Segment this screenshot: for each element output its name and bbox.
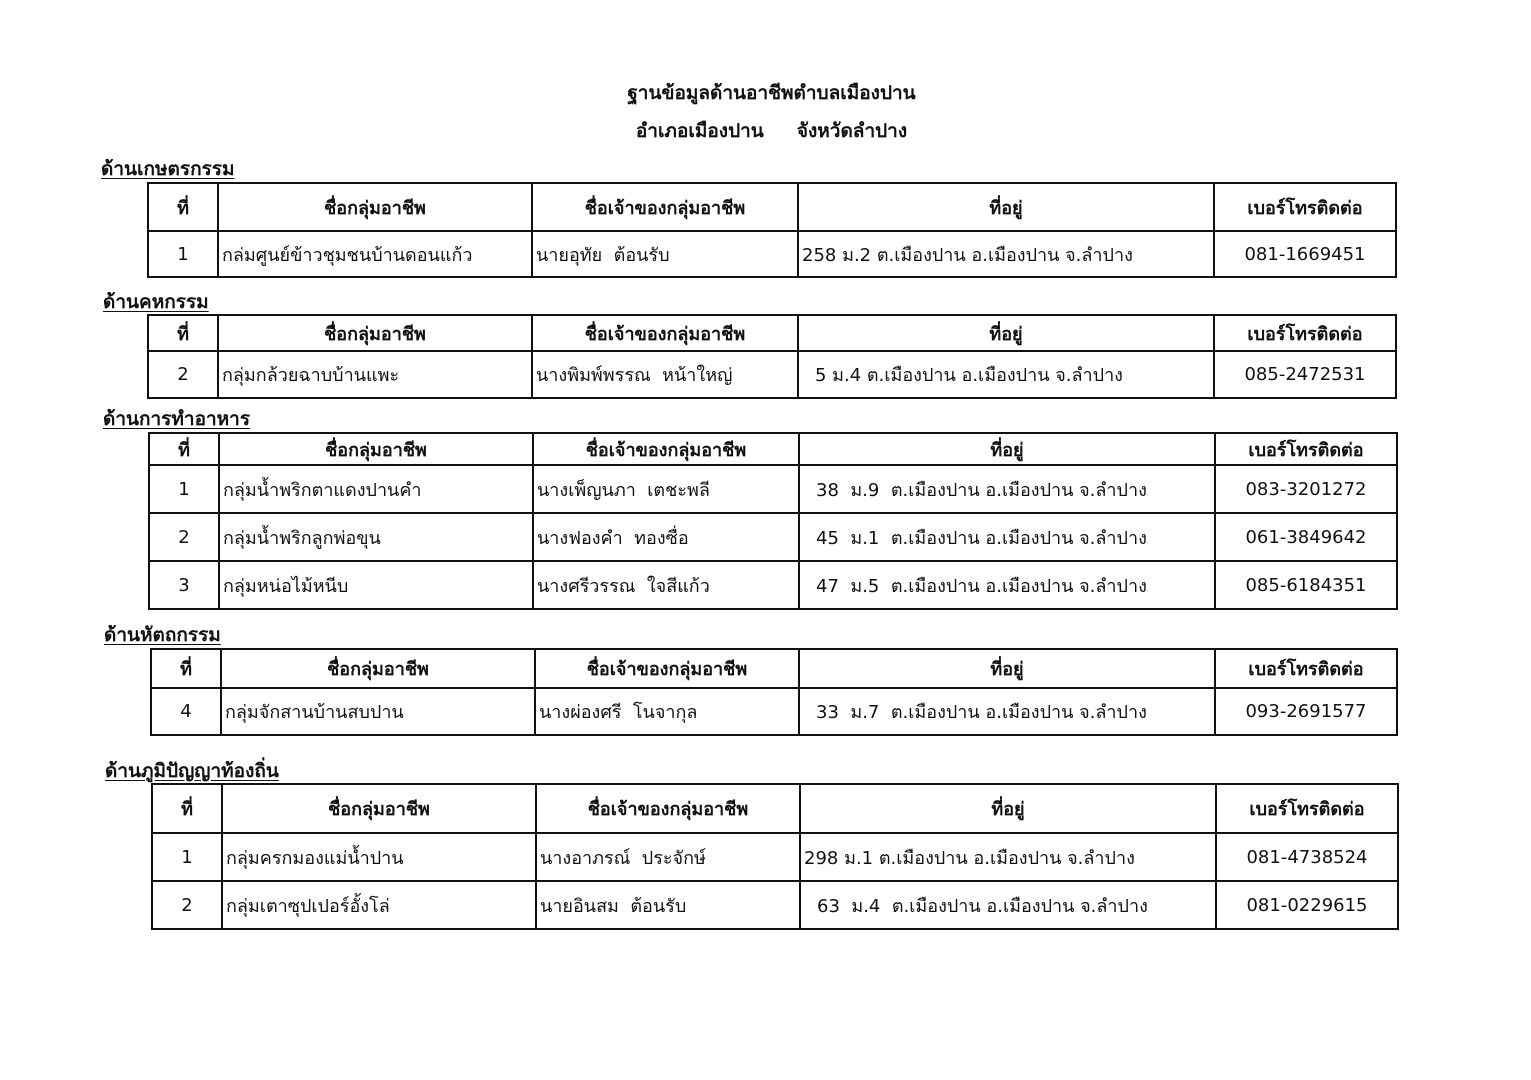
cell-no: 2 bbox=[152, 881, 222, 929]
header-no: ที่ bbox=[151, 649, 221, 688]
header-phone: เบอร์โทรติดต่อ bbox=[1214, 183, 1396, 231]
header-group-name: ชื่อกลุ่มอาชีพ bbox=[219, 433, 533, 465]
header-address: ที่อยู่ bbox=[800, 784, 1216, 833]
header-no: ที่ bbox=[148, 315, 218, 351]
header-address: ที่อยู่ bbox=[799, 433, 1215, 465]
cell-group-name: กลุ่มจักสานบ้านสบปาน bbox=[221, 688, 535, 735]
header-phone: เบอร์โทรติดต่อ bbox=[1215, 433, 1397, 465]
cell-group-name: กลุ่มครกมองแม่น้ำปาน bbox=[222, 833, 536, 881]
header-address: ที่อยู่ bbox=[798, 183, 1214, 231]
section-heading-home-economics: ด้านคหกรรม bbox=[103, 291, 209, 313]
section-heading-local-wisdom: ด้านภูมิปัญญาท้องถิ่น bbox=[105, 760, 279, 782]
header-owner-name: ชื่อเจ้าของกลุ่มอาชีพ bbox=[533, 433, 799, 465]
cell-phone: 081-4738524 bbox=[1216, 833, 1398, 881]
cell-owner-name: นางฟองคำ ทองซื่อ bbox=[533, 513, 799, 561]
header-group-name: ชื่อกลุ่มอาชีพ bbox=[218, 315, 532, 351]
cell-no: 1 bbox=[152, 833, 222, 881]
local-wisdom-table bbox=[151, 783, 1399, 930]
cell-owner-name: นางอาภรณ์ ประจักษ์ bbox=[536, 833, 800, 881]
table-row bbox=[149, 561, 1397, 609]
cell-owner-name: นางศรีวรรณ ใจสีแก้ว bbox=[533, 561, 799, 609]
cell-group-name: กลุ่มน้ำพริกตาแดงปานคำ bbox=[219, 465, 533, 513]
document-title-line1: ฐานข้อมูลด้านอาชีพตำบลเมืองปาน bbox=[627, 82, 916, 104]
cell-no: 1 bbox=[149, 465, 219, 513]
table-row bbox=[149, 513, 1397, 561]
header-owner-name: ชื่อเจ้าของกลุ่มอาชีพ bbox=[536, 784, 800, 833]
cell-group-name: กลุ่มหน่อไม้หนีบ bbox=[219, 561, 533, 609]
table-row bbox=[152, 881, 1398, 929]
cell-address: 38 ม.9 ต.เมืองปาน อ.เมืองปาน จ.ลำปาง bbox=[799, 465, 1215, 513]
cell-no: 4 bbox=[151, 688, 221, 735]
header-phone: เบอร์โทรติดต่อ bbox=[1216, 784, 1398, 833]
header-owner-name: ชื่อเจ้าของกลุ่มอาชีพ bbox=[532, 315, 798, 351]
cell-phone: 085-2472531 bbox=[1214, 351, 1396, 398]
header-owner-name: ชื่อเจ้าของกลุ่มอาชีพ bbox=[532, 183, 798, 231]
cell-group-name: กลุ่มกล้วยฉาบบ้านแพะ bbox=[218, 351, 532, 398]
cell-phone: 061-3849642 bbox=[1215, 513, 1397, 561]
table-row bbox=[151, 688, 1397, 735]
cell-group-name: กล่มศูนย์ข้าวชุมชนบ้านดอนแก้ว bbox=[218, 231, 532, 277]
cell-address: 33 ม.7 ต.เมืองปาน อ.เมืองปาน จ.ลำปาง bbox=[799, 688, 1215, 735]
cell-no: 2 bbox=[149, 513, 219, 561]
header-group-name: ชื่อกลุ่มอาชีพ bbox=[222, 784, 536, 833]
header-group-name: ชื่อกลุ่มอาชีพ bbox=[221, 649, 535, 688]
handicraft-table bbox=[150, 648, 1398, 736]
document-title-line2: อำเภอเมืองปาน จังหวัดลำปาง bbox=[635, 120, 908, 142]
table-header-row bbox=[152, 784, 1398, 833]
cell-address: 298 ม.1 ต.เมืองปาน อ.เมืองปาน จ.ลำปาง bbox=[800, 833, 1216, 881]
cell-phone: 093-2691577 bbox=[1215, 688, 1397, 735]
table-row bbox=[152, 833, 1398, 881]
cell-address: 258 ม.2 ต.เมืองปาน อ.เมืองปาน จ.ลำปาง bbox=[798, 231, 1214, 277]
cell-no: 2 bbox=[148, 351, 218, 398]
cooking-table bbox=[148, 432, 1398, 610]
cell-address: 63 ม.4 ต.เมืองปาน อ.เมืองปาน จ.ลำปาง bbox=[800, 881, 1216, 929]
cell-phone: 083-3201272 bbox=[1215, 465, 1397, 513]
header-no: ที่ bbox=[149, 433, 219, 465]
table-row bbox=[149, 465, 1397, 513]
table-header-row bbox=[148, 315, 1396, 351]
cell-owner-name: นางเพ็ญนภา เตชะพลี bbox=[533, 465, 799, 513]
header-no: ที่ bbox=[152, 784, 222, 833]
cell-address: 47 ม.5 ต.เมืองปาน อ.เมืองปาน จ.ลำปาง bbox=[799, 561, 1215, 609]
home-economics-table bbox=[147, 314, 1397, 399]
header-owner-name: ชื่อเจ้าของกลุ่มอาชีพ bbox=[535, 649, 799, 688]
cell-owner-name: นางพิมพ์พรรณ หน้าใหญ่ bbox=[532, 351, 798, 398]
header-phone: เบอร์โทรติดต่อ bbox=[1215, 649, 1397, 688]
table-header-row bbox=[149, 433, 1397, 465]
table-header-row bbox=[148, 183, 1396, 231]
cell-phone: 085-6184351 bbox=[1215, 561, 1397, 609]
cell-address: 5 ม.4 ต.เมืองปาน อ.เมืองปาน จ.ลำปาง bbox=[798, 351, 1214, 398]
cell-owner-name: นางผ่องศรี โนจากุล bbox=[535, 688, 799, 735]
cell-phone: 081-1669451 bbox=[1214, 231, 1396, 277]
header-address: ที่อยู่ bbox=[798, 315, 1214, 351]
cell-owner-name: นายอินสม ต้อนรับ bbox=[536, 881, 800, 929]
cell-group-name: กลุ่มเตาซุปเปอร์อั้งโล่ bbox=[222, 881, 536, 929]
section-heading-agriculture: ด้านเกษตรกรรม bbox=[101, 158, 235, 180]
header-group-name: ชื่อกลุ่มอาชีพ bbox=[218, 183, 532, 231]
agriculture-table bbox=[147, 182, 1397, 278]
cell-no: 3 bbox=[149, 561, 219, 609]
table-row bbox=[148, 351, 1396, 398]
section-heading-cooking: ด้านการทำอาหาร bbox=[103, 408, 251, 430]
cell-group-name: กลุ่มน้ำพริกลูกพ่อขุน bbox=[219, 513, 533, 561]
table-row bbox=[148, 231, 1396, 277]
header-address: ที่อยู่ bbox=[799, 649, 1215, 688]
cell-no: 1 bbox=[148, 231, 218, 277]
header-phone: เบอร์โทรติดต่อ bbox=[1214, 315, 1396, 351]
table-header-row bbox=[151, 649, 1397, 688]
cell-address: 45 ม.1 ต.เมืองปาน อ.เมืองปาน จ.ลำปาง bbox=[799, 513, 1215, 561]
section-heading-handicraft: ด้านหัตถกรรม bbox=[104, 624, 221, 646]
cell-phone: 081-0229615 bbox=[1216, 881, 1398, 929]
cell-owner-name: นายอุทัย ต้อนรับ bbox=[532, 231, 798, 277]
header-no: ที่ bbox=[148, 183, 218, 231]
